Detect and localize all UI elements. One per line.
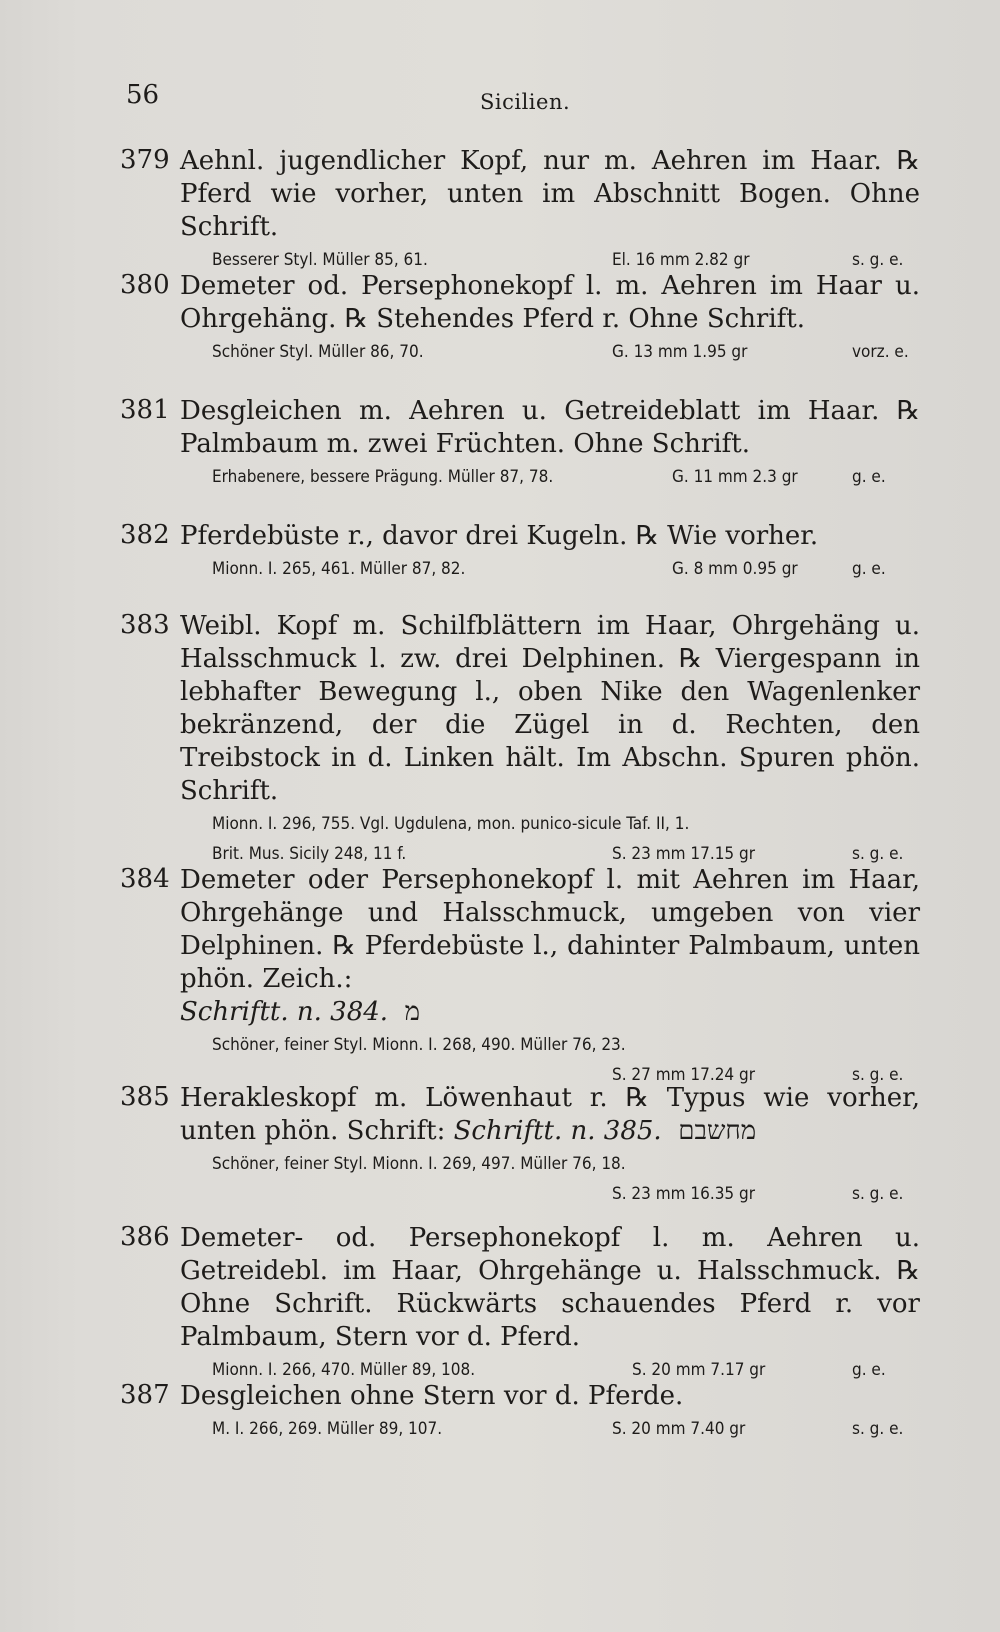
page-header xyxy=(0,80,1000,120)
script-reference: Schriftt. n. 384. xyxy=(180,997,389,1027)
ref-citation: Schöner, feiner Styl. Mionn. I. 269, 497. Müller 76, 18. xyxy=(212,1154,626,1174)
ref-metrics: S. 23 mm 16.35 gr xyxy=(612,1184,756,1204)
ref-grade: s. g. e. xyxy=(852,844,904,864)
catalog-entry xyxy=(120,520,920,583)
entry-number: 383 xyxy=(120,610,170,640)
ref-citation: Mionn. I. 266, 470. Müller 89, 108. xyxy=(212,1360,476,1380)
ref-metrics: G. 13 mm 1.95 gr xyxy=(612,342,748,362)
reference-line xyxy=(212,808,920,838)
ref-grade: vorz. e. xyxy=(852,342,909,362)
entry-text xyxy=(180,864,920,1029)
ref-metrics: G. 11 mm 2.3 gr xyxy=(672,467,798,487)
catalog-entry xyxy=(120,864,920,1089)
entry-text: Demeter od. Persephonekopf l. m. Aehren im Haar u. Ohrgehäng. ℞ Stehendes Pferd r. Ohne Schrift. xyxy=(180,271,920,334)
reference-line xyxy=(212,553,920,583)
entry-number: 380 xyxy=(120,270,170,300)
entry-text xyxy=(180,1082,920,1148)
catalog-entry xyxy=(120,270,920,366)
entry-number: 386 xyxy=(120,1222,170,1252)
ref-grade: g. e. xyxy=(852,559,886,579)
entry-text-main: Demeter oder Persephonekopf l. mit Aehren im Haar, Ohrgehänge und Halsschmuck, umgeben von vier Delphinen. ℞ Pferdebüste l., dahinter Palmbaum, unten phön. Zeich.: xyxy=(180,865,920,994)
ref-grade: s. g. e. xyxy=(852,1184,904,1204)
catalog-entry xyxy=(120,395,920,491)
ref-citation: Besserer Styl. Müller 85, 61. xyxy=(212,250,428,270)
entry-text: Pferdebüste r., davor drei Kugeln. ℞ Wie vorher. xyxy=(180,521,819,551)
ref-metrics: S. 27 mm 17.24 gr xyxy=(612,1065,756,1085)
catalog-entry xyxy=(120,610,920,868)
ref-citation: Mionn. I. 296, 755. Vgl. Ugdulena, mon. punico-sicule Taf. II, 1. xyxy=(212,814,690,834)
ref-metrics: G. 8 mm 0.95 gr xyxy=(672,559,798,579)
entry-text: Demeter- od. Persephonekopf l. m. Aehren u. Getreidebl. im Haar, Ohrgehänge u. Halsschmuck. ℞ Ohne Schrift. Rückwärts schauendes Pferd r. vor Palmbaum, Stern vor d. Pferd. xyxy=(180,1223,920,1352)
ref-citation: Schöner, feiner Styl. Mionn. I. 268, 490. Müller 76, 23. xyxy=(212,1035,626,1055)
entry-number: 387 xyxy=(120,1380,170,1410)
ref-metrics: El. 16 mm 2.82 gr xyxy=(612,250,750,270)
entry-number: 382 xyxy=(120,520,170,550)
entry-text: Desgleichen ohne Stern vor d. Pferde. xyxy=(180,1381,684,1411)
ref-grade: s. g. e. xyxy=(852,1419,904,1439)
reference-line xyxy=(212,1178,920,1208)
catalog-entry xyxy=(120,1222,920,1384)
ref-citation: Schöner Styl. Müller 86, 70. xyxy=(212,342,424,362)
ref-grade: g. e. xyxy=(852,467,886,487)
entry-number: 381 xyxy=(120,395,170,425)
reference-line xyxy=(212,1029,920,1059)
entry-text: Aehnl. jugendlicher Kopf, nur m. Aehren im Haar. ℞ Pferd wie vorher, unten im Abschnitt Bogen. Ohne Schrift. xyxy=(180,146,920,242)
catalog-entry xyxy=(120,1380,920,1443)
ref-citation: M. I. 266, 269. Müller 89, 107. xyxy=(212,1419,443,1439)
phoenician-glyph: מחשבם xyxy=(678,1116,757,1146)
reference-line xyxy=(212,1413,920,1443)
entry-number: 384 xyxy=(120,864,170,894)
entry-number: 379 xyxy=(120,145,170,175)
entry-text: Desgleichen m. Aehren u. Getreideblatt im Haar. ℞ Palmbaum m. zwei Früchten. Ohne Schrift. xyxy=(180,396,920,459)
catalog-entry xyxy=(120,1082,920,1208)
catalog-entry xyxy=(120,145,920,274)
ref-grade: s. g. e. xyxy=(852,250,904,270)
ref-grade: g. e. xyxy=(852,1360,886,1380)
ref-citation: Mionn. I. 265, 461. Müller 87, 82. xyxy=(212,559,466,579)
phoenician-glyph: מ xyxy=(404,997,421,1027)
entry-text: Weibl. Kopf m. Schilfblättern im Haar, Ohrgehäng u. Halsschmuck l. zw. drei Delphinen. ℞ Viergespann in lebhafter Bewegung l., oben Nike den Wagenlenker bekränzend, der die Zügel in d. Rechten, den Treibstock in d. Linken hält. Im Abschn. Spuren phön. Schrift. xyxy=(180,611,920,806)
page-number: 56 xyxy=(126,80,160,110)
entry-number: 385 xyxy=(120,1082,170,1112)
ref-metrics: S. 20 mm 7.17 gr xyxy=(632,1360,766,1380)
script-reference: Schriftt. n. 385. xyxy=(453,1116,662,1146)
ref-citation: Erhabenere, bessere Prägung. Müller 87, 78. xyxy=(212,467,554,487)
ref-metrics: S. 23 mm 17.15 gr xyxy=(612,844,756,864)
reference-line xyxy=(212,336,920,366)
running-title: Sicilien. xyxy=(480,90,571,114)
entry-text-main: Herakleskopf m. Löwenhaut r. ℞ Typus wie vorher, unten phön. Schrift: xyxy=(180,1083,920,1146)
ref-grade: s. g. e. xyxy=(852,1065,904,1085)
reference-line xyxy=(212,461,920,491)
ref-citation: Brit. Mus. Sicily 248, 11 f. xyxy=(212,844,407,864)
ref-metrics: S. 20 mm 7.40 gr xyxy=(612,1419,746,1439)
reference-line xyxy=(212,1148,920,1178)
